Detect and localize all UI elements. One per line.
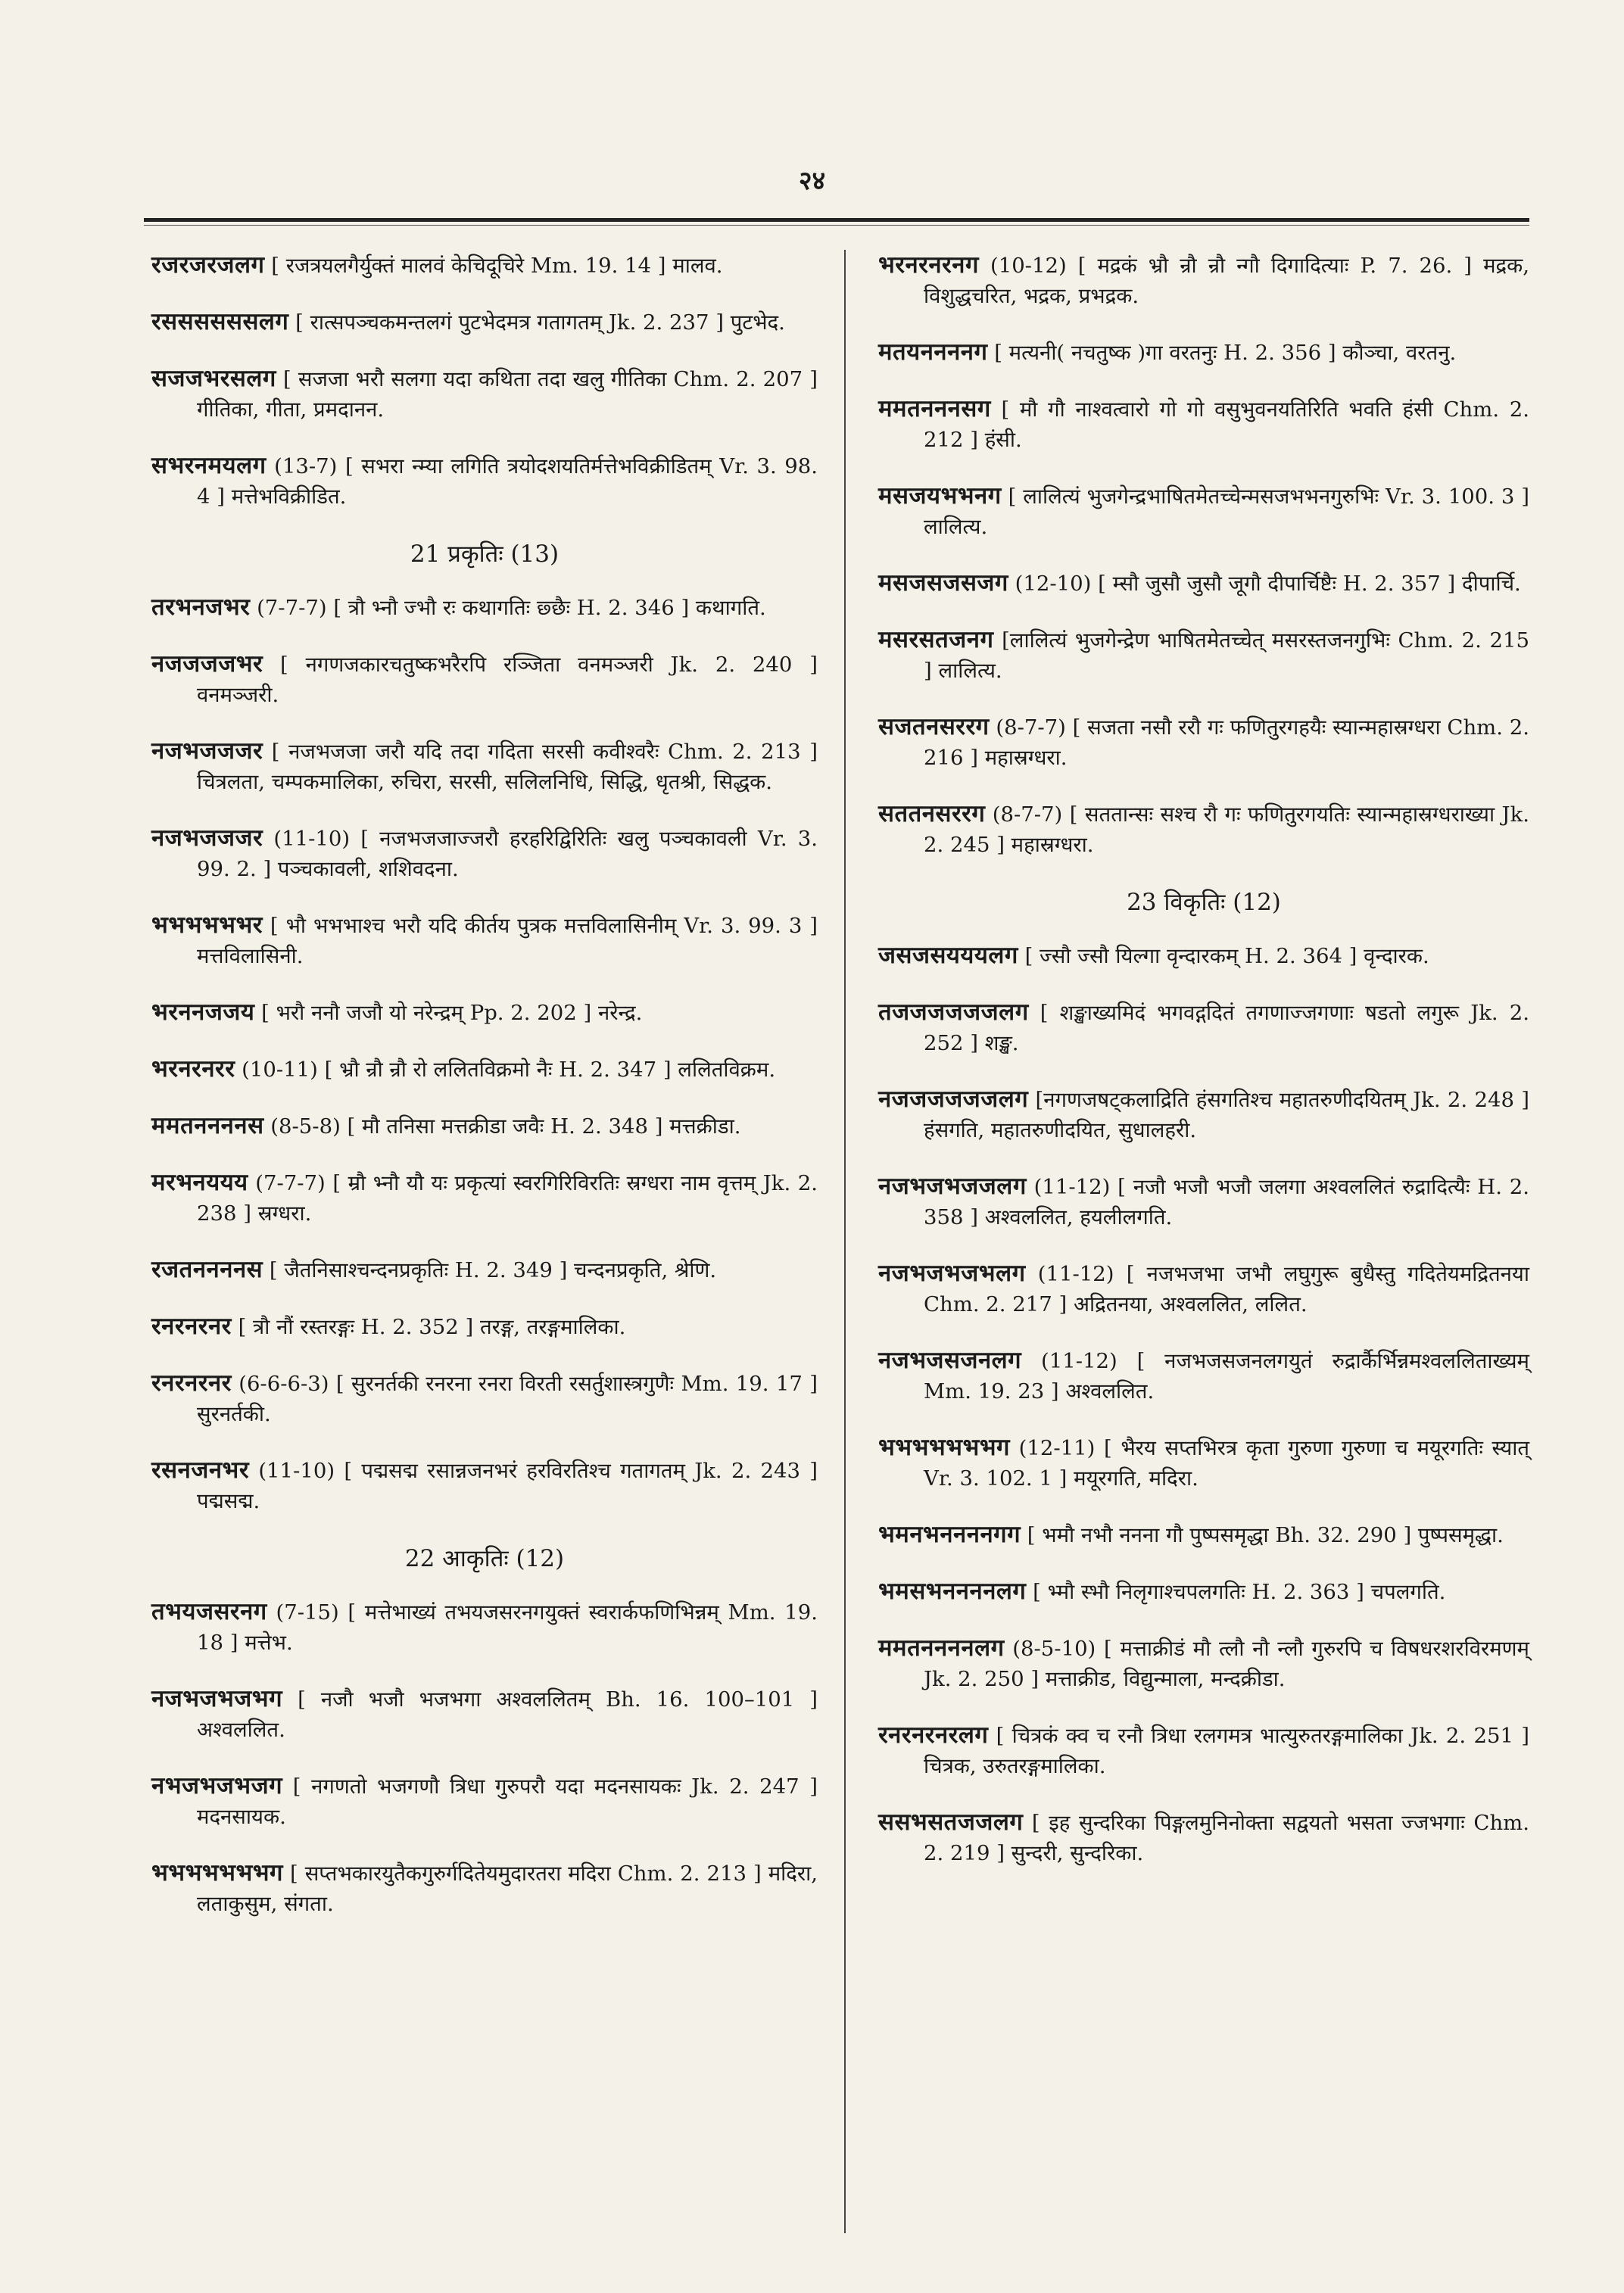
- metre-definition: [ सप्तभकारयुतैकगुरुर्गदितेयमुदारतरा मदिरा Chm. 2. 213 ] मदिरा, लताकुसुम, संगता.: [197, 1862, 818, 1916]
- metre-pattern: नजभजभजभग: [151, 1685, 283, 1712]
- metre-entry: [878, 394, 1529, 455]
- metre-pattern: सततनसररग: [878, 800, 986, 827]
- metre-pattern: नजभजजजर: [151, 824, 263, 852]
- metre-entry: [151, 450, 818, 512]
- metre-definition: (6-6-6-3) [ सुरनर्तकी रनरना रनरा विरती रसर्तुशास्त्रगुणैः Mm. 19. 17 ] सुरनर्तकी.: [197, 1372, 818, 1426]
- metre-entry: [878, 250, 1529, 311]
- metre-entry: [151, 1455, 818, 1516]
- metre-entry: [151, 1684, 818, 1745]
- metre-entry: [151, 1167, 818, 1229]
- metre-entry: [878, 337, 1529, 368]
- metre-definition: [ शङ्खाख्यमिदं भगवद्गदितं तगणाज्जगणाः षडतो लगुरू Jk. 2. 252 ] शङ्ख.: [924, 1001, 1529, 1055]
- metre-pattern: ससभसतजजलग: [878, 1809, 1024, 1836]
- metre-pattern: नजभजसजनलग: [878, 1347, 1022, 1374]
- metre-entry: [151, 736, 818, 797]
- metre-pattern: नजभजजजर: [151, 737, 263, 765]
- metre-definition: [ भ्मौ स्भौ निलृगाश्चपलगतिः H. 2. 363 ] चपलगति.: [1026, 1580, 1446, 1604]
- metre-entry: [878, 481, 1529, 542]
- metre-entry: [878, 1519, 1529, 1550]
- metre-definition: [ चित्रकं क्व च रनौ त्रिधा रलगमत्र भात्युरुतरङ्गमालिका Jk. 2. 251 ] चित्रक, उरुतरङ्गमालिका.: [924, 1724, 1529, 1778]
- metre-pattern: भभभभभभर: [151, 911, 263, 939]
- metre-definition: (7-15) [ मत्तेभाख्यं तभयजसरनगयुक्तं स्वरार्कफणिभिन्नम् Mm. 19. 18 ] मत्तेभ.: [197, 1600, 818, 1655]
- metre-pattern: नजजजजभर: [151, 650, 263, 678]
- metre-pattern: रनरनरनरलग: [878, 1721, 989, 1749]
- metre-entry: [151, 1368, 818, 1429]
- metre-pattern: भभभभभभभग: [151, 1859, 284, 1886]
- metre-definition: [ मत्यनी( नचतुष्क )गा वरतनुः H. 2. 356 ] कौञ्चा, वरतनु.: [987, 341, 1457, 365]
- metre-entry: [151, 649, 818, 710]
- metre-entry: [151, 592, 818, 623]
- metre-entry: [878, 1633, 1529, 1694]
- metre-pattern: जसजसयययलग: [878, 942, 1018, 969]
- metre-entry: [878, 1171, 1529, 1232]
- metre-entry: [151, 1311, 818, 1342]
- metre-definition: [ इह सुन्दरिका पिङ्गलमुनिनोक्ता सद्वयतो भसता ज्जभगाः Chm. 2. 219 ] सुन्दरी, सुन्दरिका.: [924, 1811, 1529, 1865]
- metre-entry: [878, 1807, 1529, 1868]
- metre-pattern: भरनरनरर: [151, 1055, 235, 1083]
- metre-entry: [878, 1432, 1529, 1494]
- metre-pattern: रजरजरजलग: [151, 251, 265, 279]
- metre-pattern: भभभभभभभग: [878, 1434, 1011, 1461]
- metre-entry: [878, 1576, 1529, 1607]
- metre-entry: [878, 625, 1529, 686]
- metre-pattern: ममतननननलग: [878, 1634, 1005, 1662]
- metre-pattern: मतयननननग: [878, 338, 988, 366]
- metre-entry: [151, 1254, 818, 1285]
- metre-definition: (7-7-7) [ त्रौ भ्नौ ज्भौ रः कथागतिः छ्छैः H. 2. 346 ] कथागति.: [250, 596, 766, 620]
- section-heading: 21 प्रकृतिः (13): [410, 541, 560, 568]
- header-rule-thin: [144, 225, 1529, 226]
- metre-definition: (12-11) [ भैरय सप्तभिरत्र कृता गुरुणा गुरुणा च मयूरगतिः स्यात् Vr. 3. 102. 1 ] मयूरगति, मदिरा.: [924, 1436, 1529, 1491]
- metre-definition: (8-7-7) [ सजता नसौ ररौ गः फणितुरगहयैः स्यान्महास्रग्धरा Chm. 2. 216 ] महास्रग्धरा.: [924, 715, 1529, 770]
- metre-entry: [878, 997, 1529, 1058]
- metre-pattern: नजजजजजजलग: [878, 1086, 1029, 1113]
- metre-entry: [151, 1597, 818, 1658]
- metre-definition: [नगणजषट्कलाद्रिति हंसगतिश्च महातरुणीदयितम् Jk. 2. 248 ] हंसगति, महातरुणीदयित, सुधालहरी.: [924, 1088, 1529, 1142]
- metre-pattern: सजतनसररग: [878, 713, 990, 740]
- metre-entry: [151, 997, 818, 1028]
- page-number: २४: [798, 166, 826, 196]
- metre-definition: [ नगणतो भजगणौ त्रिधा गुरुपरौ यदा मदनसायकः Jk. 2. 247 ] मदनसायक.: [197, 1774, 818, 1829]
- header-rule: [144, 218, 1529, 222]
- metre-definition: (11-12) [ नजभजभा जभौ लघुगुरू बुधैस्तु गदितेयमद्रितनया Chm. 2. 217 ] अद्रितनया, अश्वललित, ललित.: [924, 1262, 1529, 1316]
- section-heading: 22 आकृतिः (12): [404, 1545, 565, 1572]
- metre-definition: [ भरौ ननौ जजौ यो नरेन्द्रम् Pp. 2. 202 ] नरेन्द्र.: [254, 1001, 643, 1025]
- metre-definition: (10-11) [ भ्रौ न्रौ न्रौ रो ललितविक्रमो नैः H. 2. 347 ] ललितविक्रम.: [235, 1058, 776, 1082]
- metre-entry: [151, 307, 818, 338]
- metre-definition: [ जैतनिसाश्चन्दनप्रकृतिः H. 2. 349 ] चन्दनप्रकृति, श्रेणि.: [263, 1258, 717, 1282]
- right-column: [878, 250, 1529, 1894]
- metre-definition: [ नजभजजा जरौ यदि तदा गदिता सरसी कवीश्वरैः Chm. 2. 213 ] चित्रलता, चम्पकमालिका, रुचिरा, सरसी, सलिलनिधि, सिद्धि, धृतश्री, सिद्धक.: [197, 740, 818, 794]
- metre-entry: [878, 712, 1529, 773]
- metre-definition: (11-12) [ नजभजसजनलगयुतं रुद्रार्कैर्भिन्नमश्वललिताख्यम् Mm. 19. 23 ] अश्वललित.: [924, 1349, 1529, 1404]
- metre-pattern: नजभजभजजलग: [878, 1173, 1027, 1200]
- metre-pattern: सभरनमयलग: [151, 452, 267, 479]
- metre-definition: (8-5-10) [ मत्ताक्रीडं मौ त्लौ नौ न्लौ गुरुरपि च विषधरशरविरमणम् Jk. 2. 250 ] मत्ताक्रीड, विद्युन्माला, मन्दक्रीडा.: [924, 1637, 1529, 1691]
- metre-pattern: ममतननननस: [151, 1112, 264, 1139]
- metre-entry: [151, 363, 818, 425]
- metre-definition: [लालित्यं भुजगेन्द्रेण भाषितमेतच्चेत् मसरस्तजनगुभिः Chm. 2. 215 ] लालित्य.: [924, 628, 1529, 683]
- metre-pattern: तभयजसरनग: [151, 1598, 267, 1625]
- metre-entry: [878, 799, 1529, 860]
- metre-definition: [ रात्सपञ्चकमन्तलगं पुटभेदमत्र गतागतम् Jk. 2. 237 ] पुटभेद.: [288, 310, 785, 335]
- metre-pattern: रसनजनभर: [151, 1456, 250, 1484]
- metre-pattern: रजतननननस: [151, 1256, 263, 1283]
- metre-pattern: मसरसतजनग: [878, 626, 994, 653]
- metre-definition: (7-7-7) [ म्रौ भ्नौ यौ यः प्रकृत्यां स्वरगिरिविरतिः स्रग्धरा नाम वृत्तम् Jk. 2. 238 ] स्रग्धरा.: [197, 1171, 818, 1226]
- metre-definition: [ त्रौ नौं रस्तरङ्गः H. 2. 352 ] तरङ्ग, तरङ्गमालिका.: [231, 1315, 626, 1339]
- metre-pattern: मरभनययय: [151, 1169, 248, 1196]
- metre-definition: [ नगणजकारचतुष्कभरैरपि रञ्जिता वनमञ्जरी Jk. 2. 240 ] वनमञ्जरी.: [197, 653, 818, 707]
- metre-entry: [878, 1084, 1529, 1145]
- metre-entry: [151, 1054, 818, 1085]
- metre-definition: (11-12) [ नजौ भजौ भजौ जलगा अश्वललितं रुद्रादित्यैः H. 2. 358 ] अश्वललित, हयलीलगति.: [924, 1175, 1530, 1229]
- metre-pattern: नभजभजभजग: [151, 1772, 283, 1799]
- metre-pattern: भमनभननननगग: [878, 1521, 1021, 1548]
- metre-pattern: ममतनननसग: [878, 395, 991, 422]
- metre-definition: (8-5-8) [ मौ तनिसा मत्तक्रीडा जवैः H. 2. 348 ] मत्तक्रीडा.: [263, 1114, 741, 1139]
- metre-entry: [878, 1258, 1529, 1319]
- metre-definition: (8-7-7) [ सततान्सः सश्च रौ गः फणितुरगयतिः स्यान्महास्रग्धराख्या Jk. 2. 245 ] महास्रग्धरा.: [924, 802, 1529, 857]
- metre-pattern: भमसभननननलग: [878, 1578, 1027, 1605]
- metre-entry: [878, 940, 1529, 971]
- metre-entry: [878, 1345, 1529, 1407]
- metre-entry: [151, 250, 818, 281]
- metre-entry: [878, 568, 1529, 599]
- metre-definition: (12-10) [ म्सौ जुसौ जुसौ जूगौ दीपार्चिष्टैः H. 2. 357 ] दीपार्चि.: [1008, 572, 1521, 596]
- metre-pattern: सजजभरसलग: [151, 365, 276, 392]
- metre-definition: [ सजजा भरौ सलगा यदा कथिता तदा खलु गीतिका Chm. 2. 207 ] गीतिका, गीता, प्रमदानन.: [197, 367, 818, 422]
- metre-pattern: तजजजजजजलग: [878, 999, 1029, 1026]
- metre-definition: (11-10) [ पद्मसद्म रसान्नजनभरं हरविरतिश्च गतागतम् Jk. 2. 243 ] पद्मसद्म.: [197, 1459, 818, 1513]
- metre-entry: [151, 1771, 818, 1832]
- metre-definition: [ भौ भभभाश्च भरौ यदि कीर्तय पुत्रक मत्तविलासिनीम् Vr. 3. 99. 3 ] मत्तविलासिनी.: [197, 914, 818, 968]
- metre-pattern: भरनरनरनग: [878, 251, 979, 279]
- metre-definition: (11-10) [ नजभजजाज्जरौ हरहरिद्विरितिः खलु पञ्चकावली Vr. 3. 99. 2. ] पञ्चकावली, शशिवदना.: [197, 827, 818, 881]
- metre-definition: (10-12) [ मद्रकं भ्रौ न्रौ न्रौ न्गौ दिगादित्याः P. 7. 26. ] मद्रक, विशुद्धचरित, भद्रक, प्रभद्रक.: [924, 254, 1529, 308]
- metre-pattern: रनरनरनर: [151, 1369, 232, 1397]
- metre-definition: (13-7) [ सभरा न्म्या लगिति त्रयोदशयतिर्मत्तेभविक्रीडितम् Vr. 3. 98. 4 ] मत्तेभविक्रीडित.: [197, 454, 818, 509]
- metre-pattern: नजभजभजभलग: [878, 1260, 1026, 1287]
- metre-definition: [ रजत्रयलगैर्युक्तं मालवं केचिदूचिरे Mm. 19. 14 ] मालव.: [264, 254, 723, 278]
- section-heading: 23 विकृतिः (12): [1127, 889, 1281, 916]
- metre-pattern: भरननजजय: [151, 999, 255, 1026]
- metre-definition: [ मौ गौ नाश्वत्वारो गो गो वसुभुवनयतिरिति भवति हंसी Chm. 2. 212 ] हंसी.: [924, 397, 1529, 452]
- metre-definition: [ लालित्यं भुजगेन्द्रभाषितमेतच्चेन्मसजभभनगुरुभिः Vr. 3. 100. 3 ] लालित्य.: [924, 484, 1529, 539]
- metre-entry: [151, 823, 818, 884]
- metre-entry: [151, 1858, 818, 1919]
- metre-pattern: रनरनरनर: [151, 1313, 232, 1340]
- metre-pattern: मसजसजसजग: [878, 569, 1008, 597]
- metre-pattern: तरभनजभर: [151, 594, 251, 621]
- metre-pattern: रससससससलग: [151, 308, 289, 335]
- left-column: [151, 250, 818, 1945]
- metre-definition: [ नजौ भजौ भजभगा अश्वललितम् Bh. 16. 100–101 ] अश्वललित.: [197, 1687, 818, 1742]
- metre-definition: [ भमौ नभौ ननना गौ पुष्पसमृद्धा Bh. 32. 290 ] पुष्पसमृद्धा.: [1021, 1523, 1504, 1547]
- metre-definition: [ ज्सौ ज्सौ यिल्गा वृन्दारकम् H. 2. 364 ] वृन्दारक.: [1018, 944, 1429, 968]
- column-divider: [844, 250, 846, 2233]
- metre-entry: [878, 1720, 1529, 1781]
- metre-entry: [151, 1111, 818, 1142]
- metre-pattern: मसजयभभनग: [878, 482, 1002, 509]
- metre-entry: [151, 910, 818, 971]
